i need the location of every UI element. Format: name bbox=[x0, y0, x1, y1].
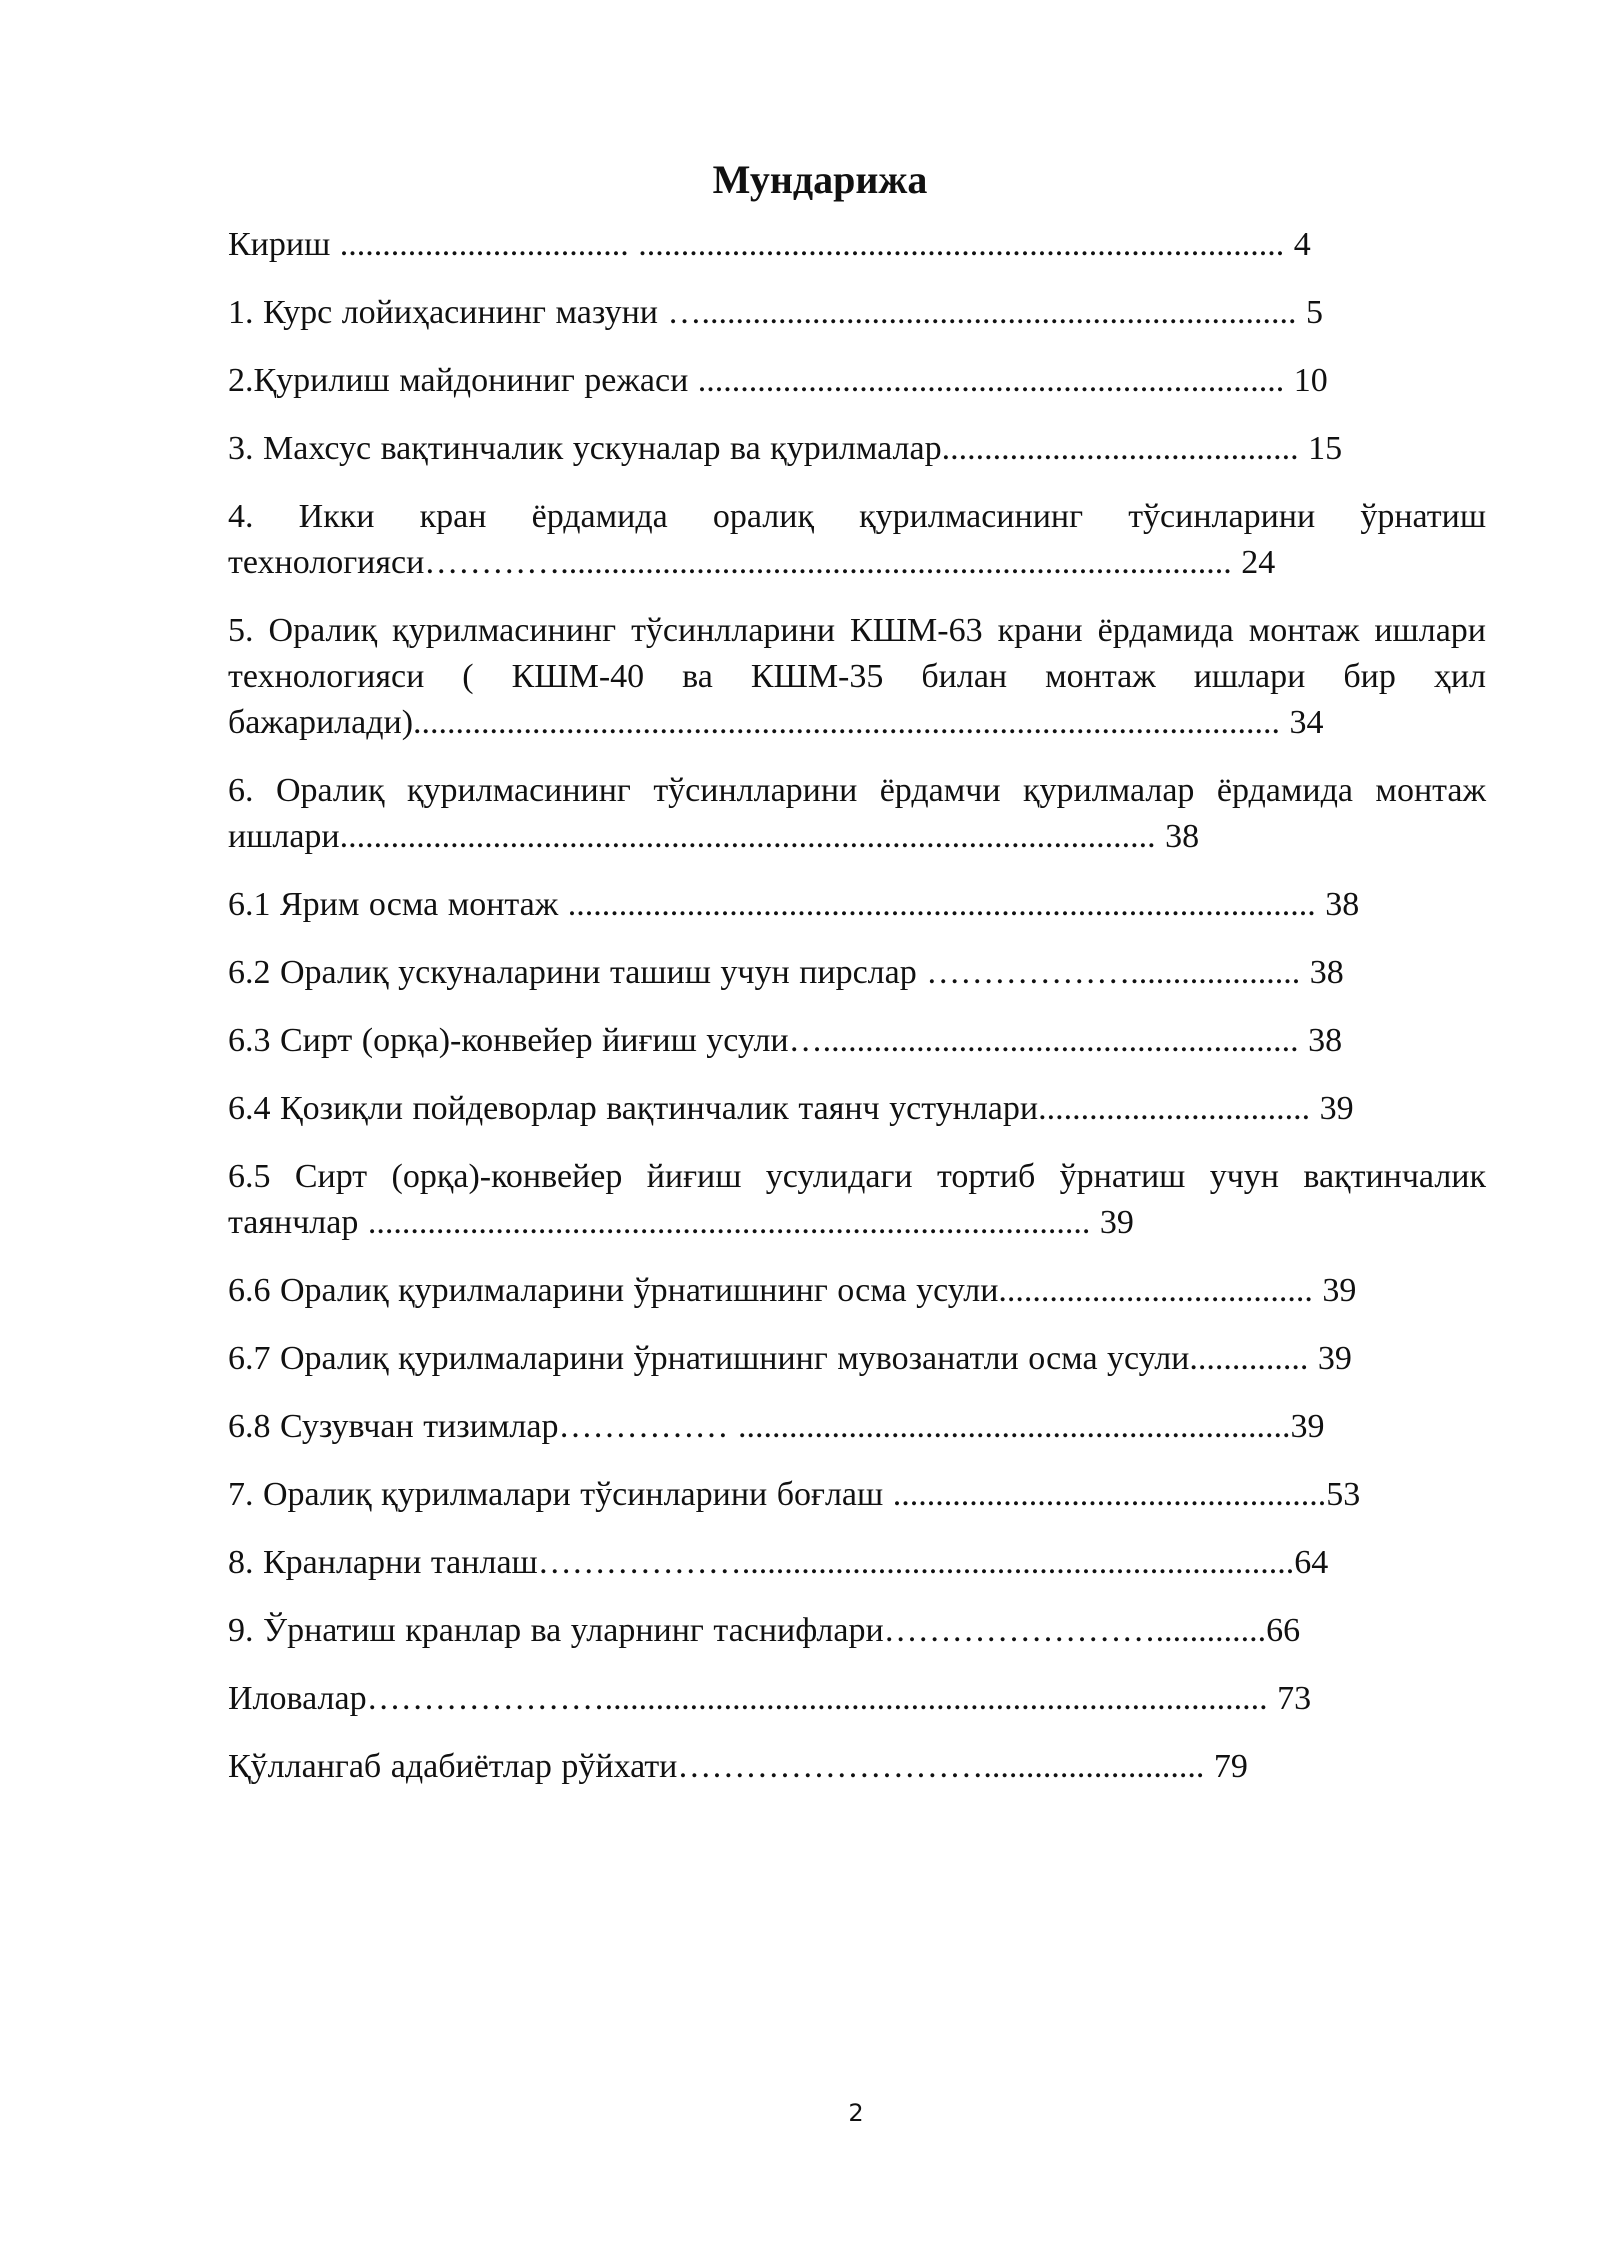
toc-entry-3: 3. Махсус вақтинчалик ускуналар ва қурилмалар.......................................... 15 bbox=[228, 430, 1343, 467]
toc-entry-7: 7. Оралиқ қурилмалари тўсинларини боғлаш ...................................................53 bbox=[228, 1476, 1361, 1513]
toc-entry-6-4: 6.4 Қозиқли пойдеворлар вақтинчалик таянч устунлари................................ 39 bbox=[228, 1090, 1354, 1127]
toc-entry-references: Қўллангаб адабиётлар рўйхати……………………….......................... 79 bbox=[228, 1748, 1248, 1785]
table-of-contents bbox=[228, 222, 1486, 1812]
toc-title: Мундарижа bbox=[712, 157, 928, 202]
toc-entry-2: 2.Қурилиш майдониниг режаси ..................................................................... 10 bbox=[228, 362, 1328, 399]
toc-entry-6-5: 6.5 Сирт (орқа)-конвейер йиғиш усулидаги тортиб ўрнатиш учун вақтинчалик таянчлар ..................................................................................... 39 bbox=[228, 1158, 1486, 1241]
toc-entry-6-8: 6.8 Сузувчан тизимлар…………… .................................................................39 bbox=[228, 1408, 1325, 1445]
toc-entry-6: 6. Оралиқ қурилмасининг тўсинлларини ёрдамчи қурилмалар ёрдамида монтаж ишлари................................................................................................ 38 bbox=[228, 772, 1486, 855]
toc-entry-6-7: 6.7 Оралиқ қурилмаларини ўрнатишнинг мувозанатли осма усули.............. 39 bbox=[228, 1340, 1352, 1377]
page-number: 2 bbox=[848, 2099, 864, 2127]
toc-entry-6-1: 6.1 Ярим осма монтаж ........................................................................................ 38 bbox=[228, 886, 1360, 923]
toc-entry-appendices: Иловалар………………….............................................................................. 73 bbox=[228, 1680, 1312, 1717]
toc-entry-9: 9. Ўрнатиш кранлар ва уларнинг таснифлари…………………….............66 bbox=[228, 1612, 1301, 1649]
toc-entry-6-2: 6.2 Оралиқ ускуналарини ташиш учун пирслар ……………….................... 38 bbox=[228, 954, 1344, 991]
toc-entry-6-6: 6.6 Оралиқ қурилмаларини ўрнатишнинг осма усули..................................... 39 bbox=[228, 1272, 1357, 1309]
toc-entry-introduction: Кириш .................................. ............................................................................ 4 bbox=[228, 226, 1311, 263]
toc-entry-1: 1. Курс лойиҳасининг мазуни …...................................................................... 5 bbox=[228, 294, 1323, 331]
toc-entry-8: 8. Кранларни танлаш……………….................................................................64 bbox=[228, 1544, 1329, 1581]
toc-entry-4: 4. Икки кран ёрдамида оралиқ қурилмасининг тўсинларини ўрнатиш технологияси…………............................................................................... 24 bbox=[228, 498, 1486, 581]
toc-entry-5: 5. Оралиқ қурилмасининг тўсинлларини КШМ-63 крани ёрдамида монтаж ишлари технологияси ( КШМ-40 ва КШМ-35 билан монтаж ишлари бир ҳил бажарилади)...................................................................................................... 34 bbox=[228, 612, 1486, 741]
toc-entry-6-3: 6.3 Сирт (орқа)-конвейер йиғиш усули…........................................................ 38 bbox=[228, 1022, 1343, 1059]
